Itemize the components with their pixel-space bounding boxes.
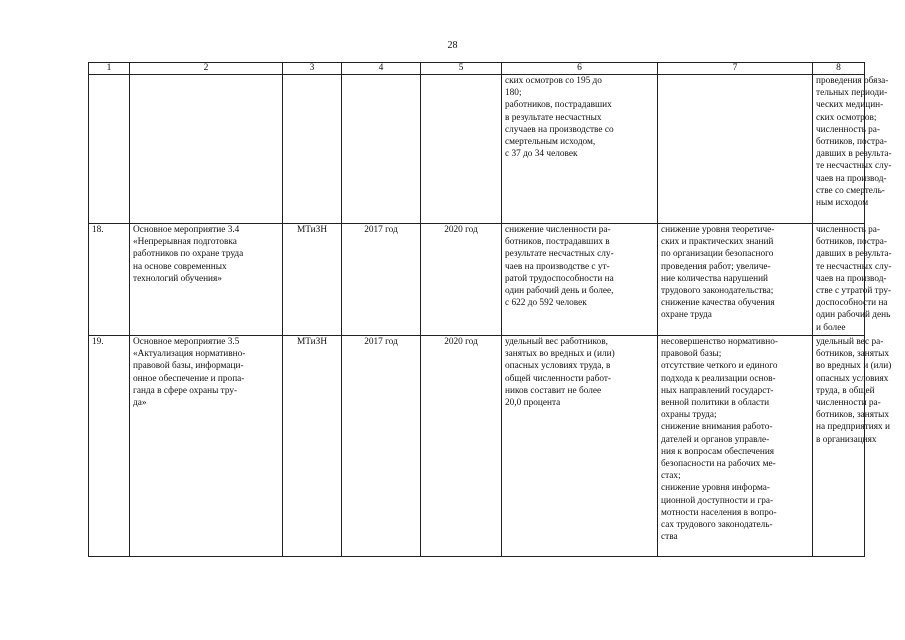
cell-text-line: занятых во вредных и (или): [505, 349, 615, 360]
cell-text-line: 180;: [505, 88, 522, 99]
end-year-cell: [421, 75, 502, 224]
cell-text-line: охране труда: [661, 310, 712, 321]
cell-text-line: численность ра-: [816, 124, 880, 135]
executor-cell: МТиЗН: [283, 224, 342, 336]
column-header: 6: [502, 63, 658, 75]
cell-text-line: чаев на производстве с ут-: [505, 261, 610, 272]
cell-text-line: удельный вес ра-: [816, 337, 884, 347]
column-header: 1: [89, 63, 130, 75]
cell-text-line: ботников, постра-: [816, 237, 888, 248]
column-header: 2: [130, 63, 283, 75]
cell-text-line: снижение качества обучения: [661, 298, 775, 309]
cell-text-line: «Актуализация нормативно-: [133, 349, 246, 360]
cell-text-line: правовой базы;: [661, 349, 722, 360]
start-year-cell: 2017 год: [342, 224, 421, 336]
executor-cell: МТиЗН: [283, 336, 342, 557]
cell-text-line: Основное мероприятие 3.5: [133, 337, 240, 347]
cell-text-line: ных направлений государст-: [661, 385, 774, 396]
cell-text-line: сах трудового законодатель-: [661, 520, 773, 531]
cell-text-line: ских осмотров;: [816, 112, 877, 123]
consequences-cell: [658, 75, 813, 224]
cell-text-line: венной политики в области: [661, 398, 770, 409]
cell-text-line: снижение численности ра-: [505, 225, 611, 235]
cell-text-line: численности ра-: [816, 398, 881, 409]
measure-name-cell: [130, 75, 283, 224]
consequences-cell: [658, 336, 813, 557]
cell-text-line: проведения обяза-: [816, 76, 889, 86]
measure-name-cell: [130, 336, 283, 557]
start-year-cell: [342, 75, 421, 224]
cell-text-line: работников, пострадавших: [505, 100, 612, 111]
column-number-row: [89, 63, 865, 75]
cell-text-line: ботников, занятых: [816, 410, 890, 421]
start-year-cell: 2017 год: [342, 336, 421, 557]
cell-text-line: на основе современных: [133, 261, 227, 272]
cell-text-line: тельных периоди-: [816, 88, 888, 99]
cell-text-line: технологий обучения»: [133, 273, 222, 284]
cell-text-line: с 622 до 592 человек: [505, 298, 587, 309]
column-header: 8: [813, 63, 865, 75]
expected-result-cell: [502, 224, 658, 336]
cell-text-line: смертельным исходом,: [505, 137, 596, 148]
indicator-cell: [813, 75, 892, 224]
cell-text-line: ников составит не более: [505, 385, 602, 396]
cell-text-line: по организации безопасного: [661, 249, 774, 260]
page-number: 28: [447, 40, 458, 51]
cell-text-line: с 37 до 34 человек: [505, 149, 578, 160]
cell-text-line: один рабочий день: [816, 310, 891, 321]
cell-text-line: стве с утратой тру-: [816, 286, 892, 297]
cell-text-line: и более: [816, 322, 846, 333]
cell-text-line: 20,0 процента: [505, 398, 561, 409]
cell-text-line: Основное мероприятие 3.4: [133, 225, 240, 235]
cell-text-line: ботников, занятых: [816, 349, 890, 360]
table-row: [89, 75, 865, 224]
cell-text-line: опасных условиях труда, в: [505, 361, 611, 372]
cell-text-line: общей численности работ-: [505, 373, 612, 384]
cell-text-line: чаев на производ-: [816, 173, 887, 184]
cell-text-line: ботников, пострадавших в: [505, 237, 610, 248]
cell-text-line: ния к вопросам обеспечения: [661, 446, 775, 457]
cell-text-line: дателей и органов управле-: [661, 434, 770, 445]
row-number-cell: [89, 75, 130, 224]
row-number-cell: 18.: [89, 224, 130, 336]
cell-text-line: численность ра-: [816, 225, 880, 235]
cell-text-line: труда, в общей: [816, 385, 875, 396]
indicator-cell: [813, 336, 892, 557]
cell-text-line: те несчастных слу-: [816, 161, 892, 172]
cell-text-line: охраны труда;: [661, 410, 717, 421]
cell-text-line: во вредных и (или): [816, 361, 892, 372]
measure-name-cell: [130, 224, 283, 336]
cell-text-line: доспособности на: [816, 298, 888, 309]
cell-text-line: на предприятиях и: [816, 422, 890, 433]
column-header: 4: [342, 63, 421, 75]
cell-text-line: в организациях: [816, 434, 877, 445]
cell-text-line: несовершенство нормативно-: [661, 337, 778, 347]
cell-text-line: мотности населения в вопро-: [661, 507, 777, 518]
cell-text-line: ганда в сфере охраны тру-: [133, 385, 238, 396]
expected-result-cell: [502, 336, 658, 557]
table-row: [89, 336, 865, 557]
cell-text-line: трудового законодательства;: [661, 286, 774, 297]
cell-text-line: ботников, постра-: [816, 137, 888, 148]
row-number-cell: 19.: [89, 336, 130, 557]
cell-text-line: ства: [661, 532, 678, 543]
cell-text-line: ских осмотров со 195 до: [505, 76, 602, 86]
cell-text-line: проведения работ; увеличе-: [661, 261, 771, 272]
cell-text-line: в результате несчастных: [505, 112, 602, 123]
end-year-cell: 2020 год: [421, 336, 502, 557]
expected-result-cell: [502, 75, 658, 224]
cell-text-line: безопасности на рабочих ме-: [661, 459, 776, 470]
cell-text-line: опасных условиях: [816, 373, 889, 384]
column-header: 3: [283, 63, 342, 75]
cell-text-line: давших в результа-: [816, 149, 892, 160]
cell-text-line: работников по охране труда: [133, 249, 244, 260]
cell-text-line: стах;: [661, 471, 681, 482]
cell-text-line: результате несчастных слу-: [505, 249, 614, 260]
cell-text-line: снижение уровня теоретиче-: [661, 225, 775, 235]
column-header: 7: [658, 63, 813, 75]
cell-text-line: ционной доступности и гра-: [661, 495, 774, 506]
cell-text-line: онное обеспечение и пропа-: [133, 373, 245, 384]
cell-text-line: давших в результа-: [816, 249, 892, 260]
cell-text-line: те несчастных слу-: [816, 261, 892, 272]
cell-text-line: ских и практических знаний: [661, 237, 774, 248]
consequences-cell: [658, 224, 813, 336]
cell-text-line: стве со смертель-: [816, 185, 885, 196]
cell-text-line: «Непрерывная подготовка: [133, 237, 237, 248]
cell-text-line: ным исходом: [816, 198, 869, 209]
indicator-cell: [813, 224, 892, 336]
cell-text-line: ратой трудоспособности на: [505, 273, 614, 284]
cell-text-line: подхода к реализации основ-: [661, 373, 776, 384]
cell-text-line: снижение внимания работо-: [661, 422, 773, 433]
executor-cell: [283, 75, 342, 224]
cell-text-line: отсутствие четкого и единого: [661, 361, 778, 372]
cell-text-line: ческих медицин-: [816, 100, 884, 111]
program-measures-table: [88, 62, 892, 557]
column-header: 5: [421, 63, 502, 75]
cell-text-line: чаев на производ-: [816, 273, 887, 284]
cell-text-line: да»: [133, 398, 147, 409]
cell-text-line: ние количества нарушений: [661, 273, 769, 284]
cell-text-line: случаев на производстве со: [505, 124, 614, 135]
end-year-cell: 2020 год: [421, 224, 502, 336]
cell-text-line: правовой базы, информаци-: [133, 361, 244, 372]
cell-text-line: удельный вес работников,: [505, 337, 608, 347]
cell-text-line: один рабочий день и более,: [505, 286, 614, 297]
cell-text-line: снижение уровня информа-: [661, 483, 770, 494]
table-row: [89, 224, 865, 336]
